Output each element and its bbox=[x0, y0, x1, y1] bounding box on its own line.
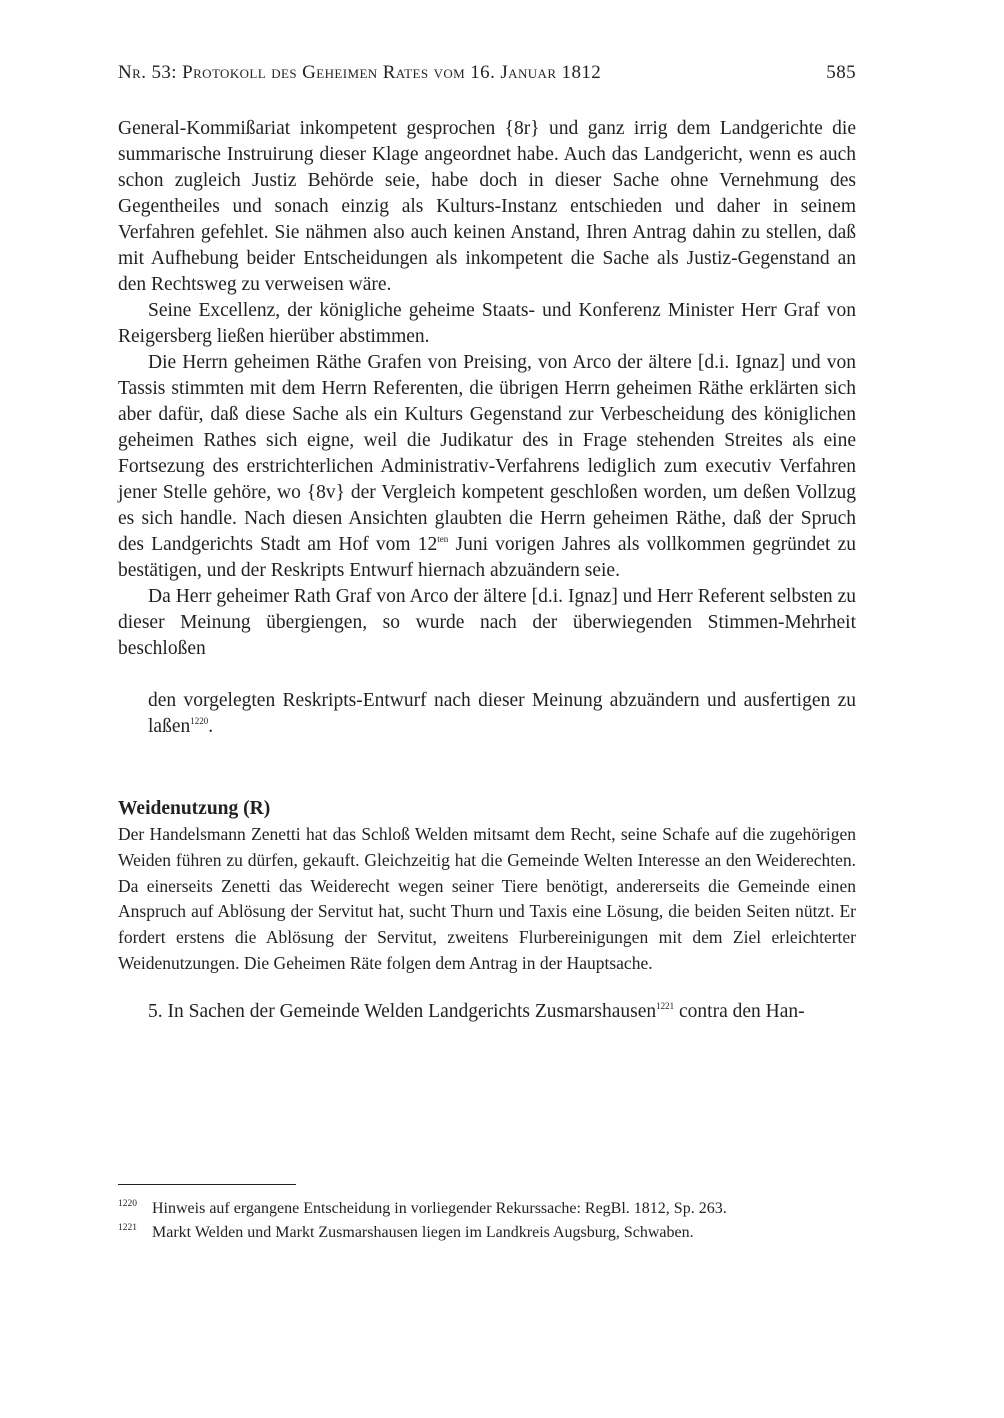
footnote-number: 1221 bbox=[118, 1223, 137, 1233]
decision-text: den vorgelegten Reskripts-Entwurf nach dieser Meinung abzuändern und ausfertigen zu laßen bbox=[148, 690, 856, 737]
decision-block bbox=[118, 688, 856, 740]
page-body bbox=[118, 62, 856, 1025]
footnote-number: 1220 bbox=[118, 1199, 137, 1209]
case-item-5 bbox=[118, 999, 856, 1025]
paragraph-3-text-b: Juni vorigen Jahres als vollkommen gegründet zu bestätigen, und der Reskripts Entwurf hiernach abzuändern seie. bbox=[118, 534, 856, 581]
footnote-1221 bbox=[118, 1221, 856, 1245]
paragraph-2: Seine Excellenz, der königliche geheime Staats- und Konferenz Minister Herr Graf von Reigersberg ließen hierüber abstimmen. bbox=[118, 300, 856, 347]
section-heading: Weidenutzung (R) bbox=[118, 798, 271, 819]
footnote-text: Hinweis auf ergangene Entscheidung in vorliegender Rekurssache: RegBl. 1812, Sp. 263. bbox=[152, 1200, 727, 1217]
running-title: Nr. 53: Protokoll des Geheimen Rates vom 16. Januar 1812 bbox=[118, 62, 602, 83]
footnote-divider bbox=[118, 1184, 296, 1185]
footnote-ref-1220[interactable]: 1220 bbox=[190, 716, 209, 726]
case-item-continuation: contra den Han- bbox=[674, 1000, 805, 1022]
paragraph-3 bbox=[118, 350, 856, 584]
page-number: 585 bbox=[826, 62, 856, 83]
decision-end: . bbox=[208, 716, 214, 737]
running-header bbox=[118, 62, 856, 96]
case-item-text: 5. In Sachen der Gemeinde Welden Landgerichts Zusmarshausen bbox=[148, 1000, 657, 1022]
footnote-ref-1221[interactable]: 1221 bbox=[656, 1000, 675, 1011]
paragraph-3-text-a: Die Herrn geheimen Räthe Grafen von Preising, von Arco der ältere [d.i. Ignaz] und von Tassis stimmten mit dem Herrn Referenten, die übrigen Herrn geheimen Räthe erklärten sich aber dafür, daß diese Sache als ein Kulturs Gegenstand zur Verbescheidung des königlichen geheimen Rathes sich eigne, weil die Judikatur des in Frage stehenden Streites als eine Fortsezung des erstrichterlichen Administrativ-Verfahrens lediglich zum executiv Verfahren jener Stelle gehöre, wo {8v} der Vergleich kompetent geschloßen worden, um deßen Vollzug es sich handle. Nach diesen Ansichten glaubten die Herrn geheimen Räthe, daß der Spruch des Landgerichts Stadt am Hof vom 12 bbox=[118, 352, 856, 555]
paragraph-1: General-Kommißariat inkompetent gesprochen {8r} und ganz irrig dem Landgerichte die summarische Instruirung dieser Klage angeordnet habe. Auch das Landgericht, wenn es auch schon zugleich Justiz Behörde seie, habe doch in dieser Sache ohne Vernehmung des Gegentheiles und sonach einzig als Kulturs-Instanz entschieden und daher in seinem Verfahren gefehlet. Sie nähmen also auch keinen Anstand, Ihren Antrag dahin zu stellen, daß mit Aufhebung beider Entscheidungen als inkompetent die Sache als Justiz-Gegenstand an den Rechtsweg zu verweisen wäre. bbox=[118, 118, 856, 295]
footnote-1220 bbox=[118, 1197, 856, 1221]
superscript-ten: ten bbox=[437, 534, 449, 544]
paragraph-4: Da Herr geheimer Rath Graf von Arco der ältere [d.i. Ignaz] und Herr Referent selbsten zu dieser Meinung übergiengen, so wurde nach der überwiegenden Stimmen-Mehrheit beschloßen bbox=[118, 586, 856, 659]
main-text bbox=[118, 116, 856, 740]
footnote-text: Markt Welden und Markt Zusmarshausen liegen im Landkreis Augsburg, Schwaben. bbox=[152, 1224, 694, 1241]
section-summary: Der Handelsmann Zenetti hat das Schloß Welden mitsamt dem Recht, seine Schafe auf die zugehörigen Weiden führen zu dürfen, gekauft. Gleichzeitig hat die Gemeinde Welten Interesse an den Weiderechten. Da einerseits Zenetti das Weiderecht wegen seiner Tiere benötigt, andererseits die Gemeinde einen Anspruch auf Ablösung der Servitut hat, sucht Thurn und Taxis eine Lösung, die beiden Seiten nützt. Er fordert erstens die Ablösung der Servitut, zweitens Flurbereinigungen mit dem Ziel erleichterter Weidenutzungen. Die Geheimen Räte folgen dem Antrag in der Hauptsache. bbox=[118, 824, 856, 973]
footnotes bbox=[118, 1197, 856, 1245]
